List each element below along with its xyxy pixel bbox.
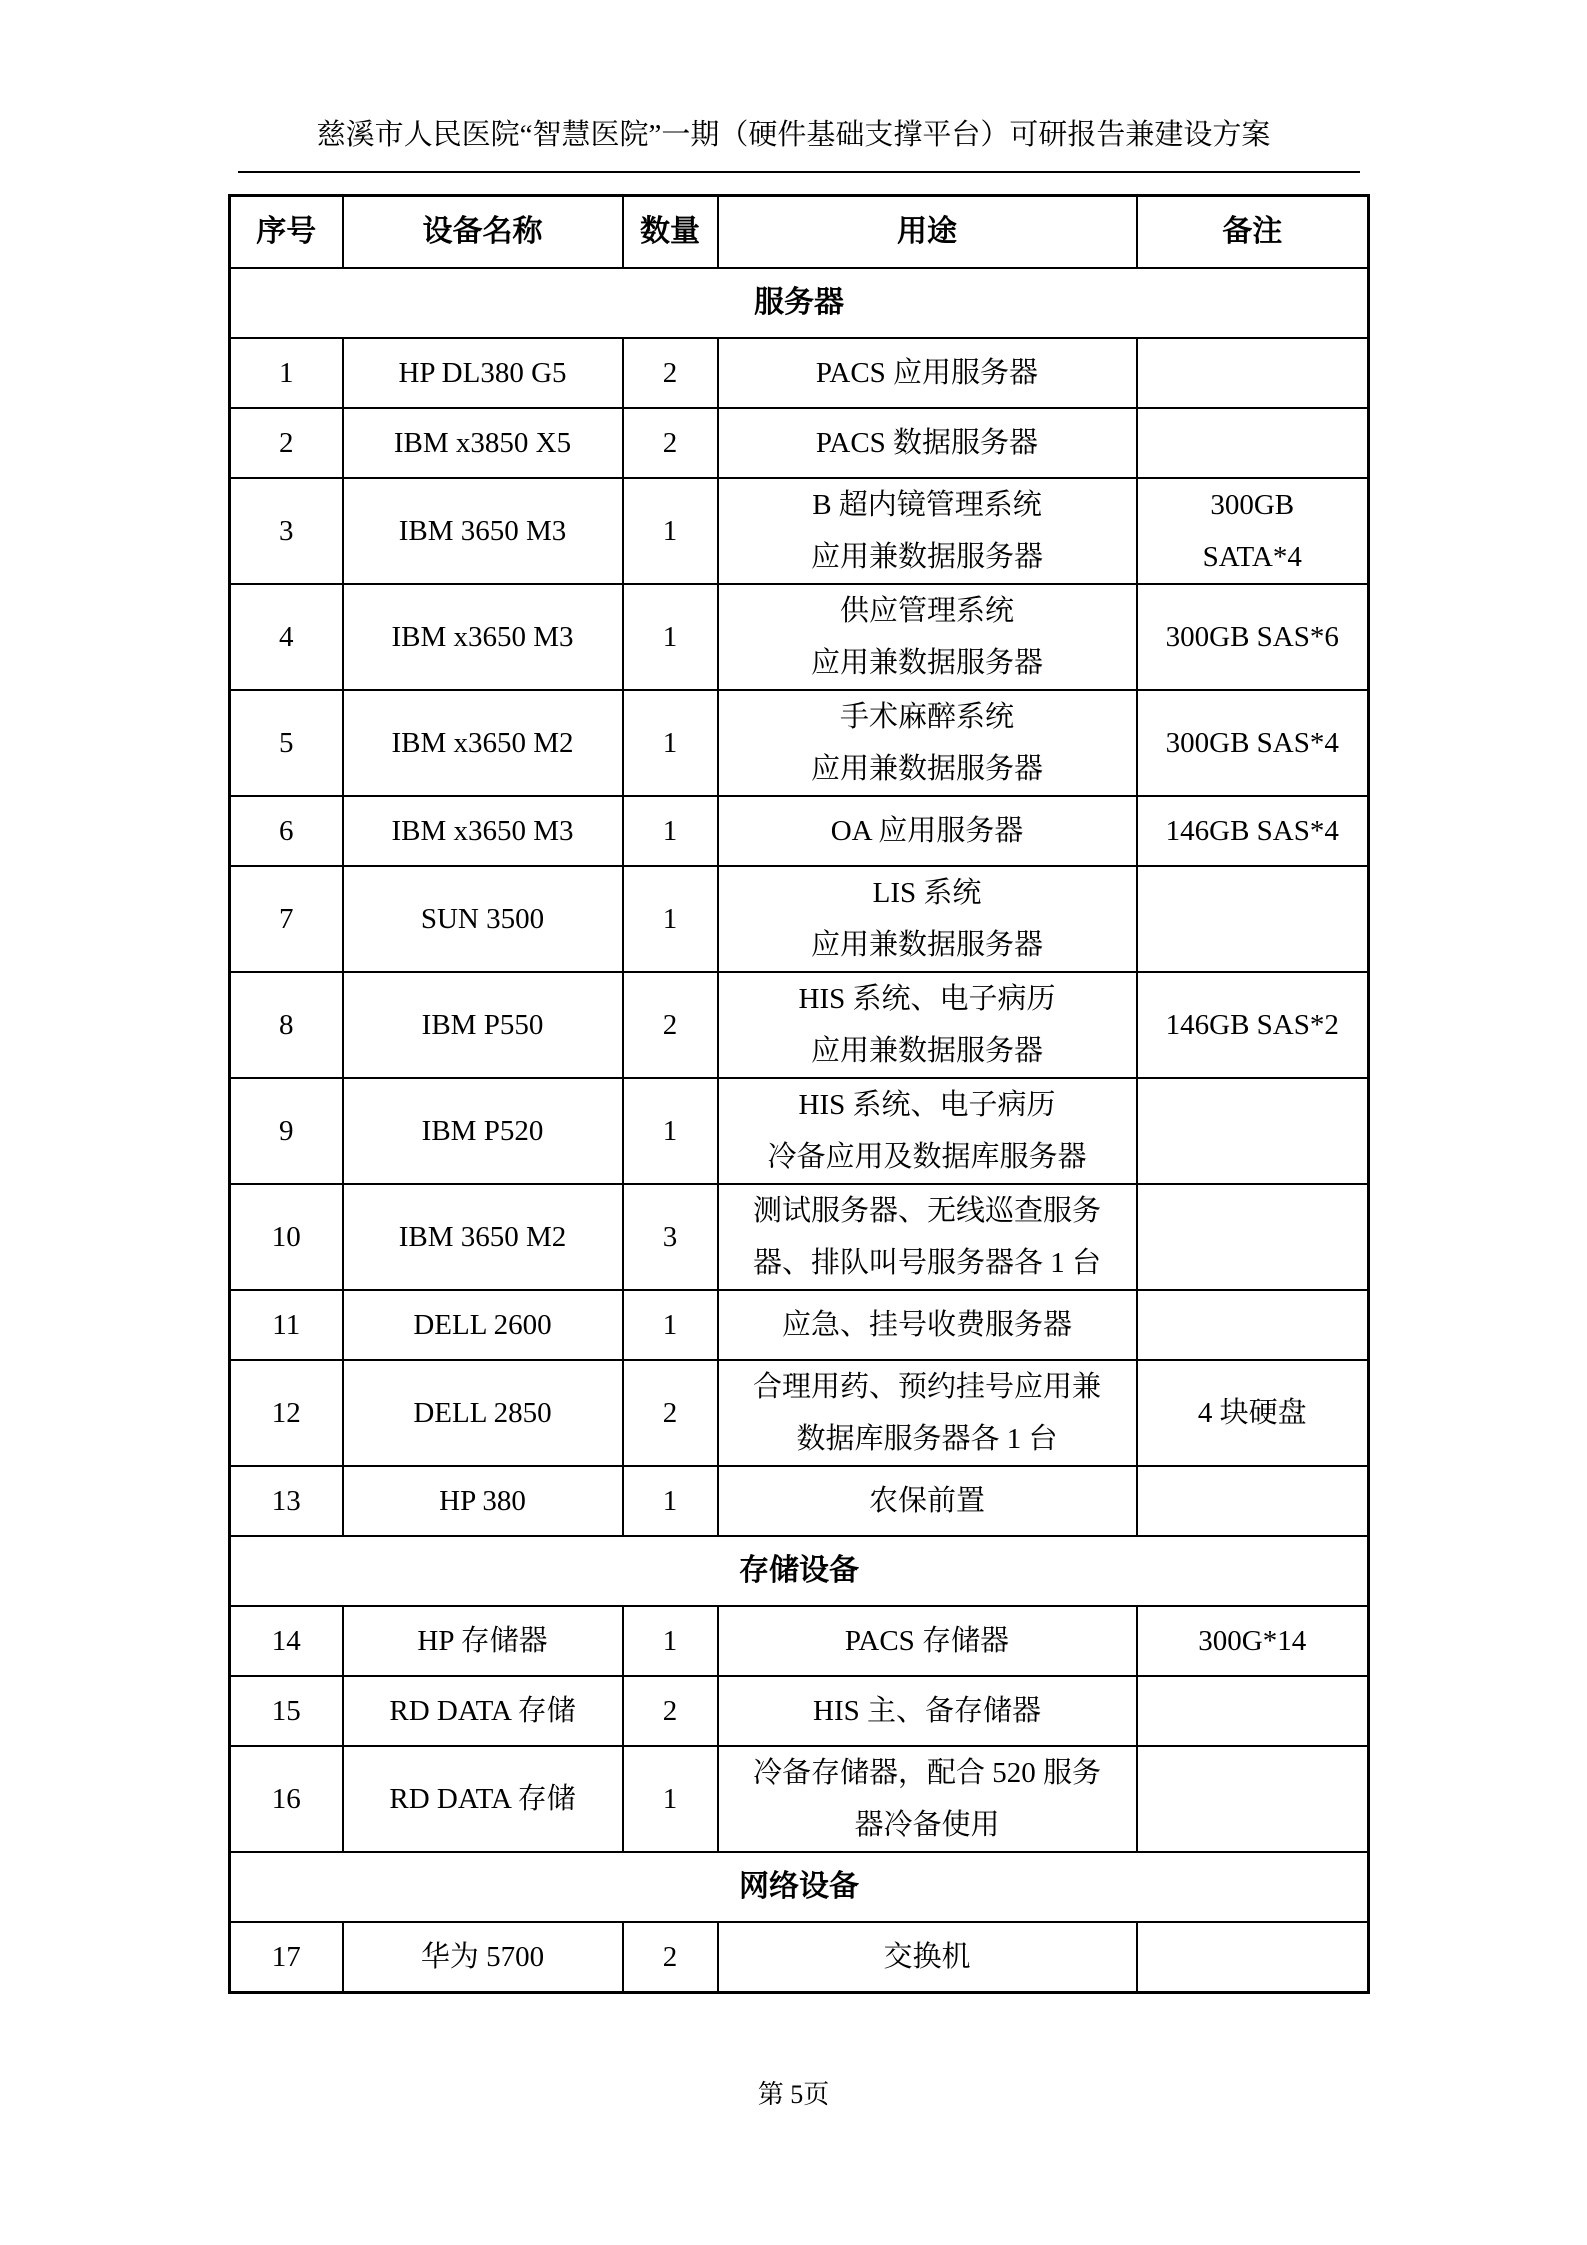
table-row <box>230 1290 1369 1360</box>
usage-line: 交换机 <box>883 1941 971 1973</box>
usage <box>718 690 1137 796</box>
section-title: 存储设备 <box>230 1536 1369 1606</box>
remark <box>1137 1290 1369 1360</box>
usage <box>718 584 1137 690</box>
device-name: IBM P520 <box>343 1078 623 1184</box>
quantity: 3 <box>623 1184 718 1290</box>
device-name: HP 380 <box>343 1466 623 1536</box>
usage-line: 应用兼数据服务器 <box>810 541 1043 573</box>
quantity: 2 <box>623 1676 718 1746</box>
remark <box>1137 1746 1369 1852</box>
usage <box>718 1360 1137 1466</box>
row-number: 14 <box>230 1606 343 1676</box>
usage <box>718 1606 1137 1676</box>
usage-line: 应用兼数据服务器 <box>810 1035 1043 1067</box>
remark: 4 块硬盘 <box>1137 1360 1369 1466</box>
usage-line: 冷备存储器，配合 520 服务 <box>752 1757 1101 1789</box>
table-row <box>230 1676 1369 1746</box>
device-name: DELL 2850 <box>343 1360 623 1466</box>
row-number: 12 <box>230 1360 343 1466</box>
quantity: 2 <box>623 338 718 408</box>
usage-line: 冷备应用及数据库服务器 <box>767 1141 1087 1173</box>
table-row <box>230 972 1369 1078</box>
table-row <box>230 1078 1369 1184</box>
usage <box>718 408 1137 478</box>
device-name: IBM 3650 M3 <box>343 478 623 584</box>
table-row <box>230 584 1369 690</box>
usage-line: 应用兼数据服务器 <box>810 753 1043 785</box>
remark <box>1137 1078 1369 1184</box>
device-name: IBM 3650 M2 <box>343 1184 623 1290</box>
usage-line: 供应管理系统 <box>839 595 1014 627</box>
quantity: 1 <box>623 1606 718 1676</box>
usage-line: OA 应用服务器 <box>830 815 1024 847</box>
header-divider <box>238 171 1360 173</box>
column-header-no: 序号 <box>230 196 343 269</box>
quantity: 1 <box>623 796 718 866</box>
usage <box>718 866 1137 972</box>
table-row <box>230 1922 1369 1993</box>
usage-line: PACS 存储器 <box>844 1625 1010 1657</box>
usage <box>718 1184 1137 1290</box>
usage <box>718 1466 1137 1536</box>
quantity: 1 <box>623 1466 718 1536</box>
remark-line: SATA*4 <box>1202 541 1302 573</box>
usage-line: 合理用药、预约挂号应用兼 <box>752 1371 1101 1403</box>
remark <box>1137 478 1369 584</box>
column-header-note: 备注 <box>1137 196 1369 269</box>
usage-line: HIS 系统、电子病历 <box>798 1089 1056 1121</box>
row-number: 5 <box>230 690 343 796</box>
usage <box>718 1746 1137 1852</box>
device-name: SUN 3500 <box>343 866 623 972</box>
section-row <box>230 1852 1369 1922</box>
row-number: 4 <box>230 584 343 690</box>
quantity: 1 <box>623 1290 718 1360</box>
row-number: 10 <box>230 1184 343 1290</box>
row-number: 11 <box>230 1290 343 1360</box>
device-name: IBM x3850 X5 <box>343 408 623 478</box>
section-title: 网络设备 <box>230 1852 1369 1922</box>
usage-line: 应用兼数据服务器 <box>810 647 1043 679</box>
table-row <box>230 1746 1369 1852</box>
usage-line: HIS 系统、电子病历 <box>798 983 1056 1015</box>
table-row <box>230 1606 1369 1676</box>
usage-line: PACS 应用服务器 <box>815 357 1039 389</box>
table-row <box>230 1184 1369 1290</box>
remark-line: 300GB <box>1210 489 1295 521</box>
device-name: DELL 2600 <box>343 1290 623 1360</box>
quantity: 1 <box>623 866 718 972</box>
section-row <box>230 268 1369 338</box>
usage <box>718 478 1137 584</box>
device-name: 华为 5700 <box>343 1922 623 1993</box>
document-header: 慈溪市人民医院“智慧医院”一期（硬件基础支撑平台）可研报告兼建设方案 <box>316 119 1271 151</box>
usage-line: 器、排队叫号服务器各 1 台 <box>752 1247 1101 1279</box>
usage-line: 器冷备使用 <box>854 1809 1000 1841</box>
device-name: HP 存储器 <box>343 1606 623 1676</box>
section-row <box>230 1536 1369 1606</box>
usage <box>718 1078 1137 1184</box>
row-number: 7 <box>230 866 343 972</box>
usage <box>718 1676 1137 1746</box>
usage-line: 手术麻醉系统 <box>839 701 1014 733</box>
remark <box>1137 1922 1369 1993</box>
device-name: RD DATA 存储 <box>343 1676 623 1746</box>
device-name: IBM P550 <box>343 972 623 1078</box>
equipment-table <box>228 194 1370 1994</box>
row-number: 3 <box>230 478 343 584</box>
quantity: 2 <box>623 972 718 1078</box>
remark <box>1137 408 1369 478</box>
row-number: 2 <box>230 408 343 478</box>
usage-line: 农保前置 <box>868 1485 985 1517</box>
row-number: 15 <box>230 1676 343 1746</box>
quantity: 1 <box>623 584 718 690</box>
column-header-use: 用途 <box>718 196 1137 269</box>
table-row <box>230 796 1369 866</box>
usage <box>718 972 1137 1078</box>
quantity: 1 <box>623 1078 718 1184</box>
usage-line: HIS 主、备存储器 <box>813 1695 1041 1727</box>
row-number: 17 <box>230 1922 343 1993</box>
column-header-qty: 数量 <box>623 196 718 269</box>
page-number: 第 5页 <box>757 2080 830 2109</box>
quantity: 2 <box>623 408 718 478</box>
usage-line: LIS 系统 <box>872 877 982 909</box>
usage-line: PACS 数据服务器 <box>815 427 1039 459</box>
remark: 300GB SAS*4 <box>1137 690 1369 796</box>
usage-line: 测试服务器、无线巡查服务 <box>752 1195 1101 1227</box>
table-header-row <box>230 196 1369 269</box>
section-title: 服务器 <box>230 268 1369 338</box>
device-name: RD DATA 存储 <box>343 1746 623 1852</box>
row-number: 16 <box>230 1746 343 1852</box>
row-number: 13 <box>230 1466 343 1536</box>
usage <box>718 796 1137 866</box>
remark <box>1137 1676 1369 1746</box>
remark <box>1137 1466 1369 1536</box>
table-row <box>230 408 1369 478</box>
usage-line: 数据库服务器各 1 台 <box>796 1423 1058 1455</box>
table-row <box>230 690 1369 796</box>
column-header-name: 设备名称 <box>343 196 623 269</box>
quantity: 2 <box>623 1360 718 1466</box>
device-name: IBM x3650 M3 <box>343 584 623 690</box>
quantity: 2 <box>623 1922 718 1993</box>
table-row <box>230 866 1369 972</box>
remark <box>1137 1184 1369 1290</box>
remark: 300GB SAS*6 <box>1137 584 1369 690</box>
remark: 300G*14 <box>1137 1606 1369 1676</box>
table-row <box>230 1360 1369 1466</box>
row-number: 1 <box>230 338 343 408</box>
usage-line: B 超内镜管理系统 <box>812 489 1042 521</box>
quantity: 1 <box>623 1746 718 1852</box>
remark <box>1137 866 1369 972</box>
usage-line: 应用兼数据服务器 <box>810 929 1043 961</box>
row-number: 8 <box>230 972 343 1078</box>
remark <box>1137 338 1369 408</box>
quantity: 1 <box>623 690 718 796</box>
usage <box>718 338 1137 408</box>
usage-line: 应急、挂号收费服务器 <box>781 1309 1072 1341</box>
device-name: IBM x3650 M3 <box>343 796 623 866</box>
table-row <box>230 478 1369 584</box>
row-number: 6 <box>230 796 343 866</box>
quantity: 1 <box>623 478 718 584</box>
usage <box>718 1922 1137 1993</box>
remark: 146GB SAS*2 <box>1137 972 1369 1078</box>
row-number: 9 <box>230 1078 343 1184</box>
usage <box>718 1290 1137 1360</box>
device-name: IBM x3650 M2 <box>343 690 623 796</box>
device-name: HP DL380 G5 <box>343 338 623 408</box>
remark: 146GB SAS*4 <box>1137 796 1369 866</box>
table-row <box>230 338 1369 408</box>
table-row <box>230 1466 1369 1536</box>
